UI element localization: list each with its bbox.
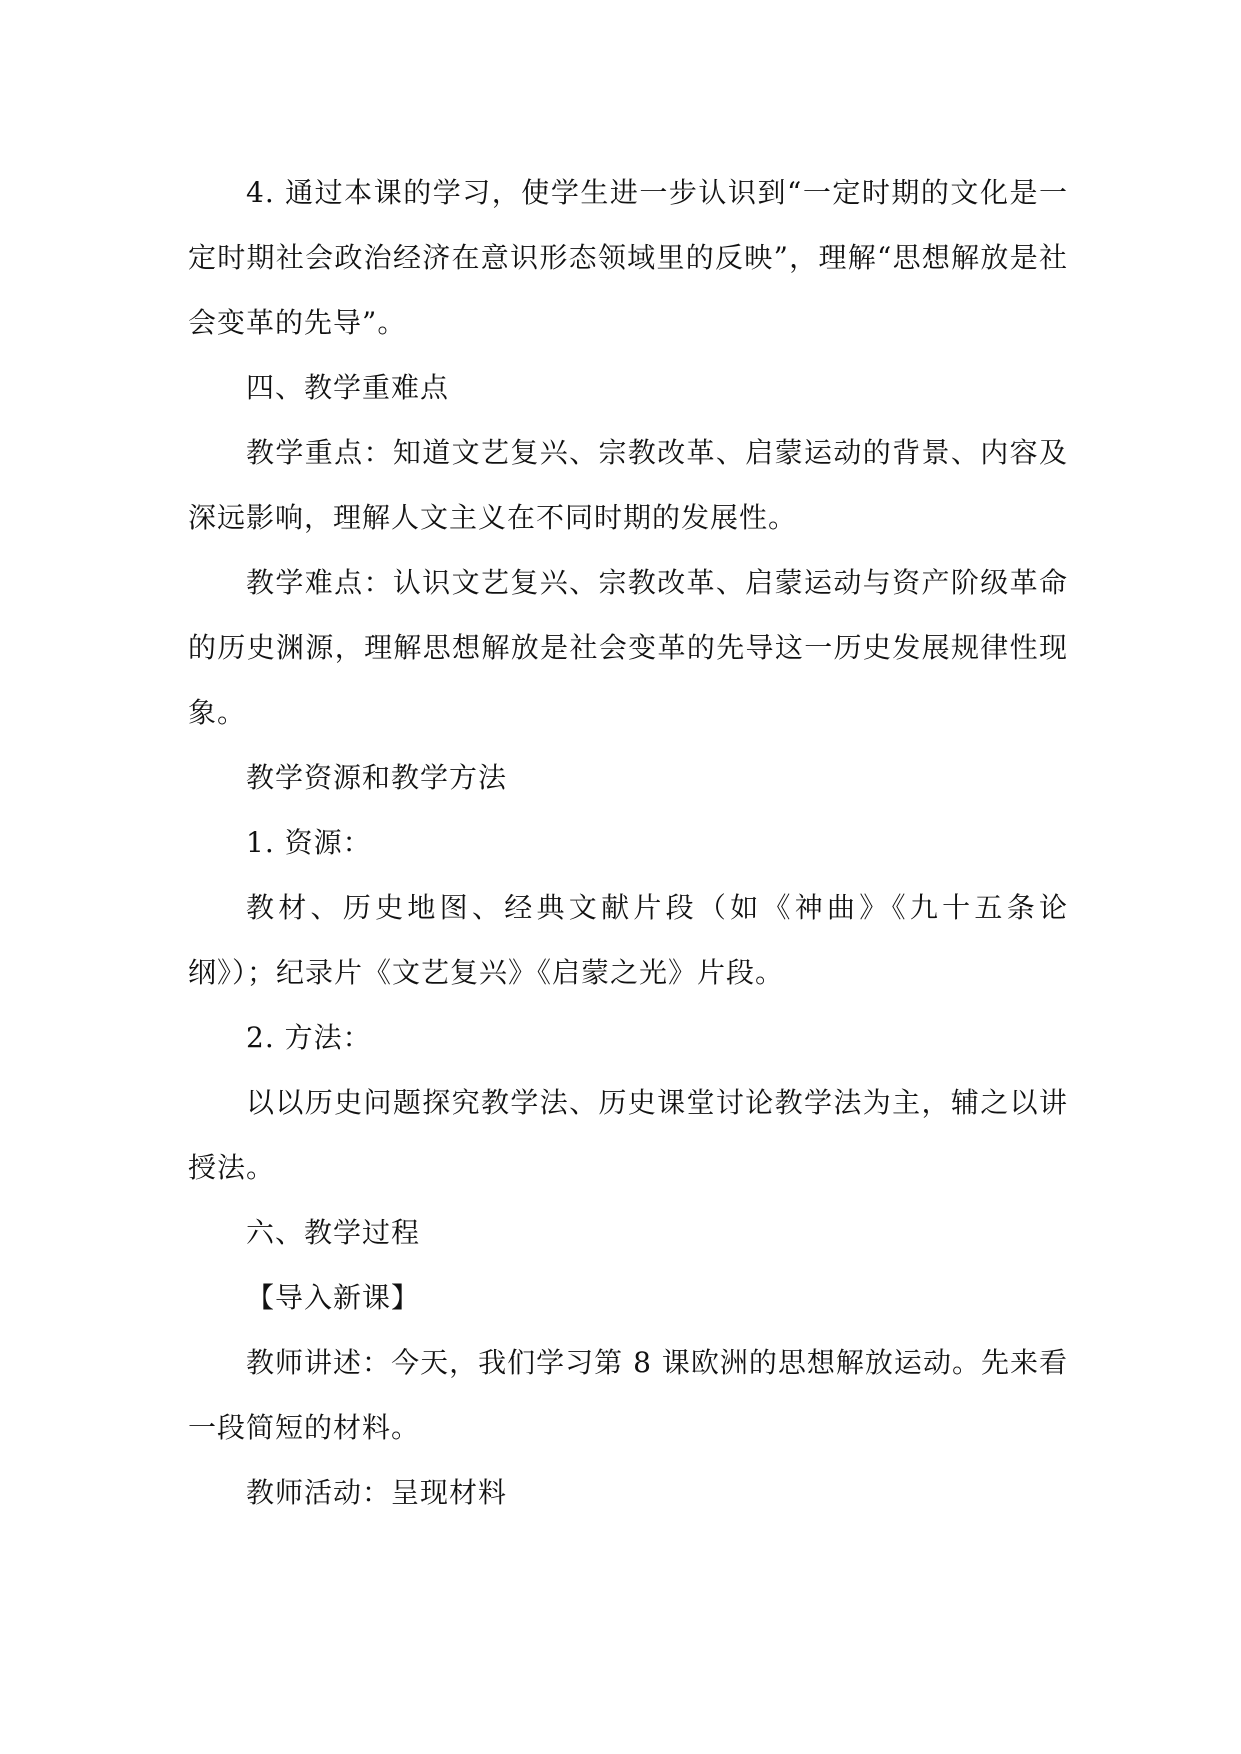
paragraph-difficult-points: 教学难点：认识文艺复兴、宗教改革、启蒙运动与资产阶级革命的历史渊源，理解思想解放是社会变革的先导这一历史发展规律性现象。 <box>188 566 1068 729</box>
heading-introduction: 【导入新课】 <box>246 1281 421 1314</box>
heading-resources: 1. 资源： <box>246 826 372 859</box>
paragraph-objective-4: 4. 通过本课的学习，使学生进一步认识到“一定时期的文化是一定时期社会政治经济在意识形态领域里的反映”，理解“思想解放是社会变革的先导”。 <box>188 176 1068 339</box>
paragraph-teacher-activity: 教师活动：呈现材料 <box>246 1476 508 1509</box>
paragraph-resources: 教材、历史地图、经典文献片段（如《神曲》《九十五条论纲》）；纪录片《文艺复兴》《启蒙之光》片段。 <box>188 891 1068 989</box>
heading-methods: 2. 方法： <box>246 1021 372 1054</box>
document-body <box>188 160 1068 1525</box>
heading-resources-methods: 教学资源和教学方法 <box>246 761 508 794</box>
heading-key-difficult-points: 四、教学重难点 <box>246 371 450 404</box>
heading-teaching-process: 六、教学过程 <box>246 1216 421 1249</box>
paragraph-teacher-narration: 教师讲述：今天，我们学习第 8 课欧洲的思想解放运动。先来看一段简短的材料。 <box>188 1346 1068 1444</box>
paragraph-key-points: 教学重点：知道文艺复兴、宗教改革、启蒙运动的背景、内容及深远影响，理解人文主义在不同时期的发展性。 <box>188 436 1068 534</box>
paragraph-methods: 以以历史问题探究教学法、历史课堂讨论教学法为主，辅之以讲授法。 <box>188 1086 1068 1184</box>
